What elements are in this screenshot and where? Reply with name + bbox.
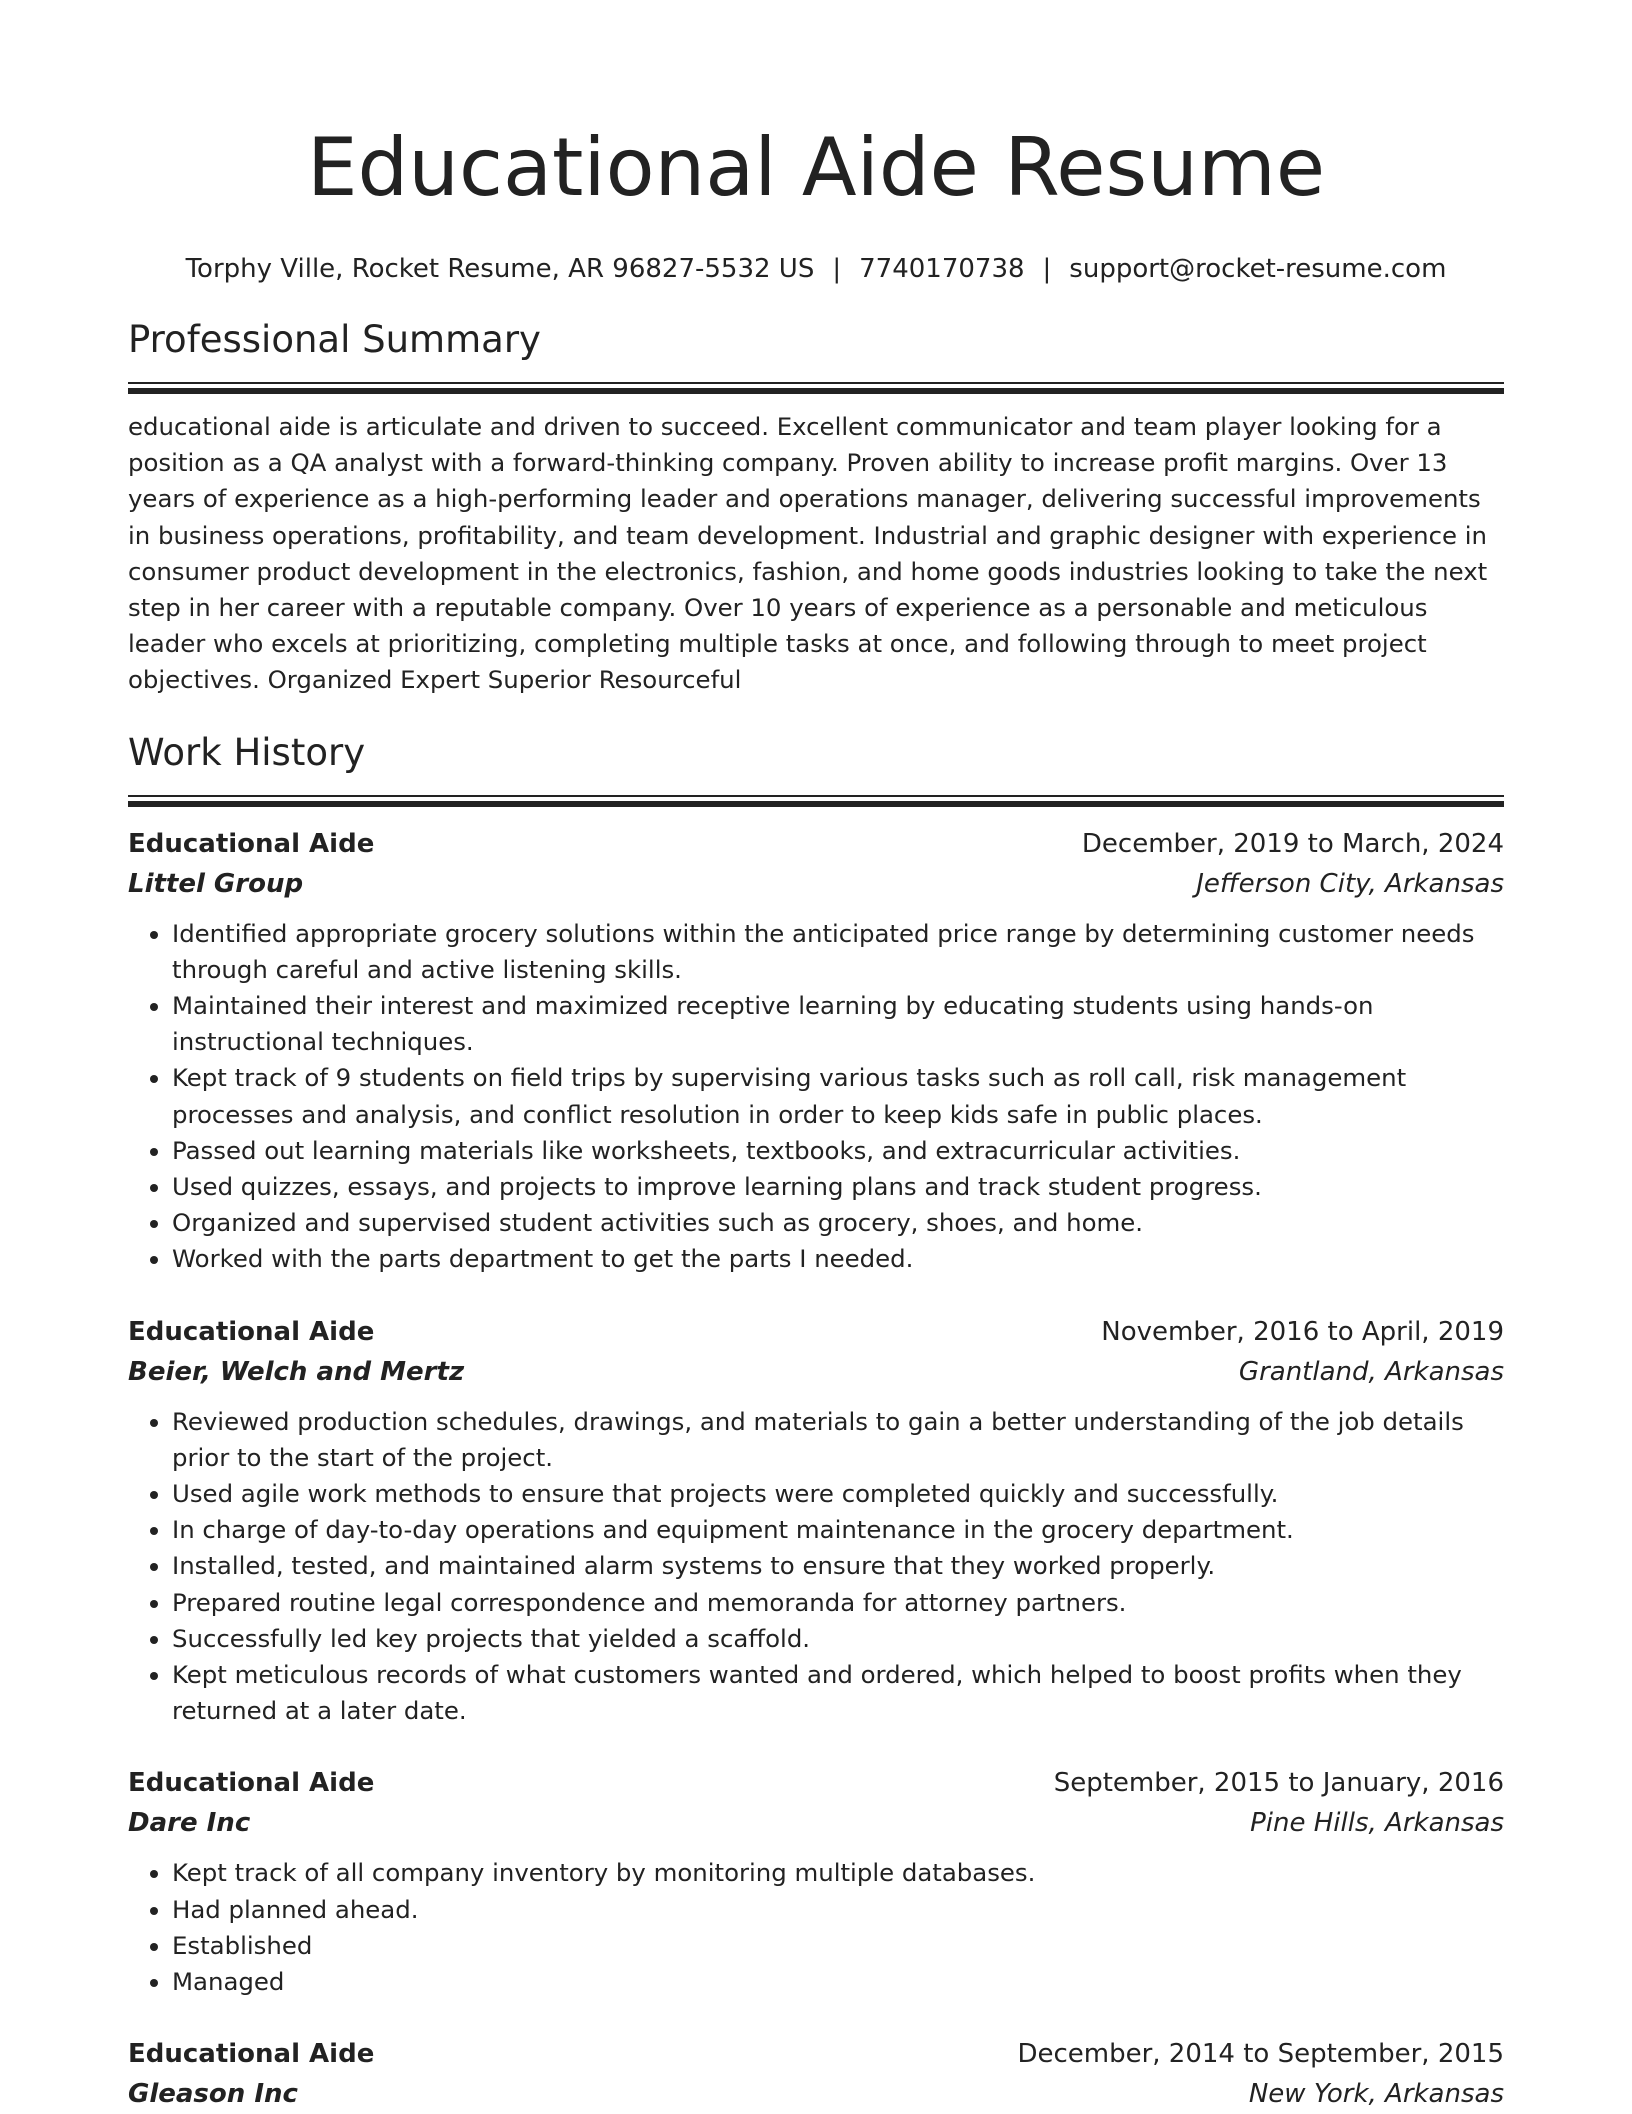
job-bullet-list	[128, 1855, 1504, 2000]
job-company: Littel Group	[128, 868, 304, 899]
job-location: Grantland, Arkansas	[1238, 1356, 1504, 1387]
job-entry	[128, 824, 1504, 1278]
job-location: Pine Hills, Arkansas	[1250, 1808, 1504, 1839]
contact-address: Torphy Ville, Rocket Resume, AR 96827-5532 US	[185, 254, 815, 284]
job-bullet: • Successfully led key projects that yielded a scaffold.	[172, 1621, 1504, 1657]
job-title: Educational Aide	[128, 1768, 375, 1799]
job-dates: September, 2015 to January, 2016	[1053, 1768, 1504, 1799]
contact-phone: 7740170738	[859, 254, 1025, 284]
job-bullet: • Kept track of all company inventory by monitoring multiple databases.	[172, 1855, 1504, 1891]
job-bullet: • Installed, tested, and maintained alarm systems to ensure that they worked properly.	[172, 1548, 1504, 1584]
job-bullet: • Reviewed production schedules, drawings, and materials to gain a better understanding of the job details prior to the start of the project.	[172, 1404, 1504, 1476]
section-divider	[128, 382, 1504, 393]
contact-line	[128, 252, 1504, 286]
job-title: Educational Aide	[128, 828, 375, 859]
job-location: Jefferson City, Arkansas	[1196, 868, 1504, 899]
job-bullet: • Used quizzes, essays, and projects to improve learning plans and track student progress.	[172, 1169, 1504, 1205]
section-heading: Professional Summary	[128, 318, 541, 361]
job-dates: November, 2016 to April, 2019	[1101, 1316, 1504, 1347]
contact-separator: |	[832, 254, 842, 284]
job-bullet: • Maintained their interest and maximized receptive learning by educating students using hands-on instructional techniques.	[172, 988, 1504, 1060]
job-bullet: • Passed out learning materials like worksheets, textbooks, and extracurricular activities.	[172, 1133, 1504, 1169]
job-company: Beier, Welch and Mertz	[128, 1356, 465, 1387]
job-company: Dare Inc	[128, 1808, 251, 1839]
job-entry	[128, 1312, 1504, 1730]
job-entry	[128, 1763, 1504, 2000]
job-location: New York, Arkansas	[1248, 2079, 1504, 2110]
job-bullet: • Managed	[172, 1964, 1504, 2000]
job-bullet: • Organized and supervised student activities such as grocery, shoes, and home.	[172, 1205, 1504, 1241]
job-bullet: • Had planned ahead.	[172, 1892, 1504, 1928]
job-bullet: • Worked with the parts department to get the parts I needed.	[172, 1241, 1504, 1277]
job-dates: December, 2019 to March, 2024	[1081, 828, 1504, 859]
job-title: Educational Aide	[128, 1316, 375, 1347]
job-bullet: • Kept meticulous records of what customers wanted and ordered, which helped to boost profits when they returned at a later date.	[172, 1657, 1504, 1729]
job-bullet: • Prepared routine legal correspondence and memoranda for attorney partners.	[172, 1585, 1504, 1621]
job-bullet: • Identified appropriate grocery solutions within the anticipated price range by determining customer needs through careful and active listening skills.	[172, 916, 1504, 988]
job-bullet: • Kept track of 9 students on field trips by supervising various tasks such as roll call, risk management processes and analysis, and conflict resolution in order to keep kids safe in public places.	[172, 1060, 1504, 1132]
job-bullet: • Established	[172, 1928, 1504, 1964]
contact-email: support@rocket-resume.com	[1069, 254, 1447, 284]
job-entry	[128, 2034, 1504, 2114]
summary-text: educational aide is articulate and driven to succeed. Excellent communicator and team player looking for a position as a QA analyst with a forward-thinking company. Proven ability to increase profit margins. Over 13 years of experience as a high-performing leader and operations manager, delivering successful improvements in business operations, profitability, and team development. Industrial and graphic designer with experience in consumer product development in the electronics, fashion, and home goods industries looking to take the next step in her career with a reputable company. Over 10 years of experience as a personable and meticulous leader who excels at prioritizing, completing multiple tasks at once, and following through to meet project objectives. Organized Expert Superior Resourceful	[128, 412, 1488, 695]
professional-summary-section	[128, 316, 1504, 699]
job-bullet: • In charge of day-to-day operations and equipment maintenance in the grocery department.	[172, 1512, 1504, 1548]
job-bullet-list	[128, 916, 1504, 1278]
job-bullet: • Used agile work methods to ensure that projects were completed quickly and successfully.	[172, 1476, 1504, 1512]
job-bullet-list	[128, 1404, 1504, 1730]
resume-title: Educational Aide Resume	[306, 121, 1326, 214]
section-heading: Work History	[128, 730, 366, 774]
contact-separator: |	[1042, 254, 1052, 284]
job-title: Educational Aide	[128, 2039, 375, 2070]
work-history-section	[128, 729, 1504, 2114]
section-divider	[128, 795, 1504, 806]
job-dates: December, 2014 to September, 2015	[1017, 2039, 1504, 2070]
job-company: Gleason Inc	[128, 2079, 298, 2110]
